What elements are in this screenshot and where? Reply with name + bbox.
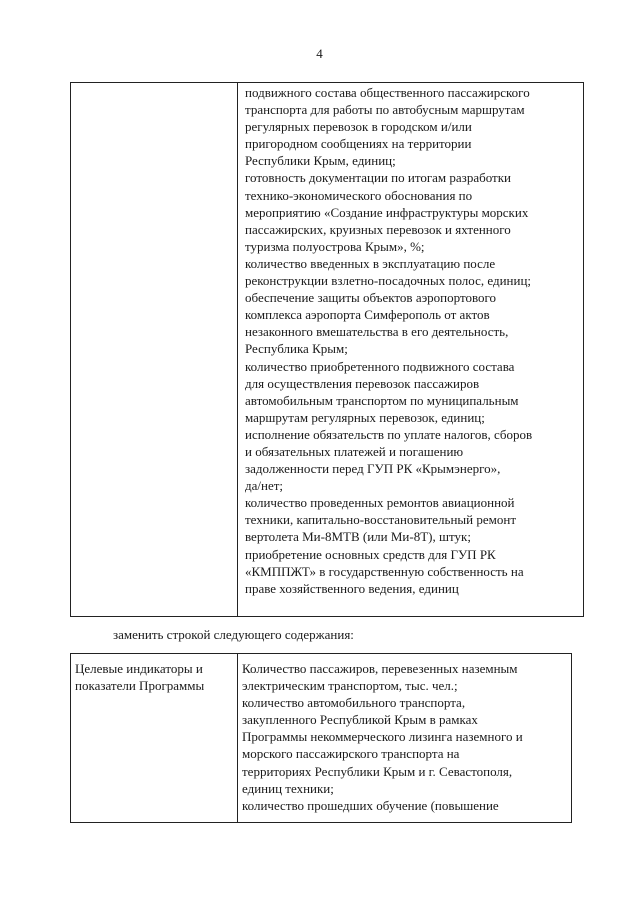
text-line: «КМППЖТ» в государственную собственность на — [245, 563, 524, 579]
text-line: пассажирских, круизных перевозок и яхтенного — [245, 221, 511, 237]
text-line: автомобильным транспортом по муниципальным — [245, 392, 519, 408]
text-line: технико-экономического обоснования по — [245, 187, 473, 203]
text-line: количество проведенных ремонтов авиационной — [245, 495, 515, 511]
text-line: количество прошедших обучение (повышение — [242, 797, 499, 813]
table-new-left-cell — [71, 654, 238, 822]
text-line: показатели Программы — [75, 678, 205, 693]
text-line: морского пассажирского транспорта на — [242, 746, 460, 762]
table-old-right-cell — [238, 83, 583, 616]
text-line: незаконного вмешательства в его деятельность, — [245, 324, 509, 340]
text-line: задолженности перед ГУП РК «Крымэнерго», — [245, 461, 501, 477]
text-line: закупленного Республикой Крым в рамках — [242, 712, 478, 728]
text-line: Республики Крым, единиц; — [245, 153, 396, 169]
text-line: маршрутам регулярных перевозок, единиц; — [245, 409, 485, 425]
text-line: обеспечение защиты объектов аэропортового — [245, 290, 497, 306]
text-line: количество приобретенного подвижного состава — [245, 358, 515, 374]
page-number: 4 — [316, 46, 323, 61]
indicators-table-new — [70, 653, 572, 823]
text-line: комплекса аэропорта Симферополь от актов — [245, 307, 490, 323]
table-new-right-cell — [238, 654, 571, 822]
text-line: и обязательных платежей и погашению — [245, 443, 464, 459]
replace-instruction: заменить строкой следующего содержания: — [113, 627, 354, 642]
table-old-left-cell — [71, 83, 238, 616]
text-line: количество автомобильного транспорта, — [242, 695, 466, 711]
text-line: праве хозяйственного ведения, единиц — [245, 580, 459, 596]
text-line: техники, капитально-восстановительный ремонт — [245, 512, 517, 528]
text-line: Республика Крым; — [245, 341, 348, 357]
text-line: туризма полуострова Крым», %; — [245, 238, 425, 254]
text-line: регулярных перевозок в городском и/или — [245, 119, 472, 135]
text-line: да/нет; — [245, 478, 284, 494]
text-line: пригородном сообщениях на территории — [245, 136, 472, 152]
text-line: готовность документации по итогам разработки — [245, 170, 511, 186]
indicators-table-old — [70, 82, 584, 617]
text-line: реконструкции взлетно-посадочных полос, единиц; — [245, 273, 532, 289]
text-line: вертолета Ми-8МТВ (или Ми-8Т), штук; — [245, 529, 471, 545]
text-line: подвижного состава общественного пассажирского — [245, 85, 530, 100]
text-line: единиц техники; — [242, 780, 334, 796]
text-line: количество введенных в эксплуатацию после — [245, 255, 496, 271]
text-line: исполнение обязательств по уплате налогов, сборов — [245, 426, 533, 442]
text-line: мероприятию «Создание инфраструктуры морских — [245, 204, 529, 220]
text-line: Количество пассажиров, перевезенных наземным — [242, 661, 518, 676]
text-line: территориях Республики Крым и г. Севастополя, — [242, 763, 513, 779]
text-line: транспорта для работы по автобусным маршрутам — [245, 102, 525, 118]
text-line: для осуществления перевозок пассажиров — [245, 375, 480, 391]
text-line: приобретение основных средств для ГУП РК — [245, 546, 496, 562]
text-line: Целевые индикаторы и — [75, 661, 203, 676]
text-line: Программы некоммерческого лизинга наземного и — [242, 729, 523, 745]
text-line: электрическим транспортом, тыс. чел.; — [242, 678, 458, 694]
